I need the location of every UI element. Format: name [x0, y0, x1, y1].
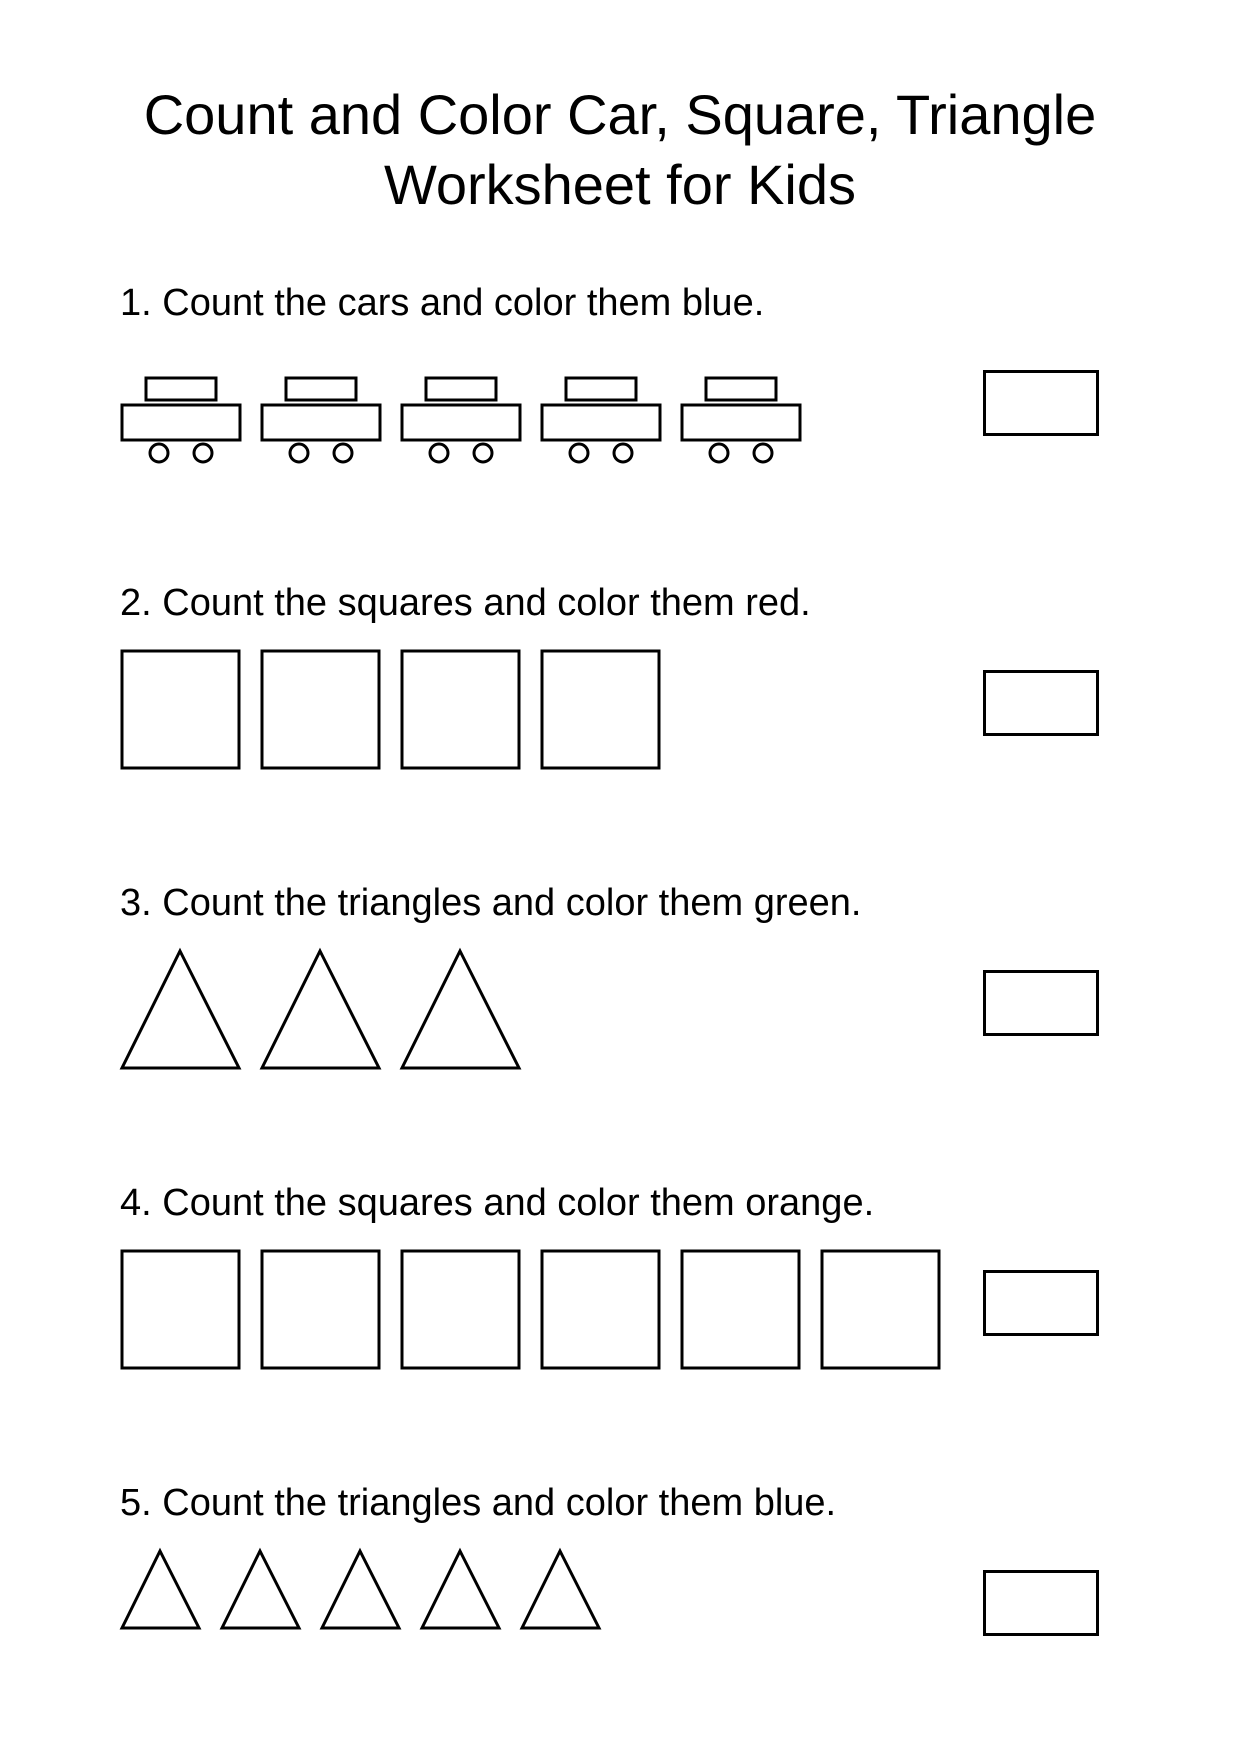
question-4-text: 4. Count the squares and color them orange.	[120, 1182, 875, 1224]
square-shape[interactable]	[682, 1251, 799, 1368]
question-2-text: 2. Count the squares and color them red.	[120, 582, 811, 624]
triangle-shape[interactable]	[122, 1551, 199, 1628]
square-shape[interactable]	[822, 1251, 939, 1368]
car-icon[interactable]	[402, 378, 520, 462]
triangle-shape[interactable]	[222, 1551, 299, 1628]
answer-box-2[interactable]	[983, 670, 1099, 736]
question-1-text: 1. Count the cars and color them blue.	[120, 282, 765, 324]
car-icon[interactable]	[262, 378, 380, 462]
square-shape[interactable]	[542, 1251, 659, 1368]
question-5-text: 5. Count the triangles and color them blue.	[120, 1482, 837, 1524]
car-icon[interactable]	[682, 378, 800, 462]
title-line-2: Worksheet for Kids	[383, 153, 857, 216]
triangle-shape[interactable]	[522, 1551, 599, 1628]
triangle-shape[interactable]	[122, 951, 239, 1068]
car-icon[interactable]	[542, 378, 660, 462]
square-shape[interactable]	[402, 1251, 519, 1368]
square-shape[interactable]	[402, 651, 519, 768]
triangle-shape[interactable]	[402, 951, 519, 1068]
answer-box-3[interactable]	[983, 970, 1099, 1036]
answer-box-4[interactable]	[983, 1270, 1099, 1336]
triangle-shape[interactable]	[422, 1551, 499, 1628]
question-3-text: 3. Count the triangles and color them green.	[120, 882, 862, 924]
title-line-1: Count and Color Car, Square, Triangle	[143, 83, 1097, 146]
square-shape[interactable]	[122, 1251, 239, 1368]
answer-box-1[interactable]	[983, 370, 1099, 436]
square-shape[interactable]	[262, 1251, 379, 1368]
square-shape[interactable]	[542, 651, 659, 768]
answer-box-5[interactable]	[983, 1570, 1099, 1636]
square-shape[interactable]	[122, 651, 239, 768]
triangle-shape[interactable]	[322, 1551, 399, 1628]
triangle-shape[interactable]	[262, 951, 379, 1068]
car-icon[interactable]	[122, 378, 240, 462]
square-shape[interactable]	[262, 651, 379, 768]
